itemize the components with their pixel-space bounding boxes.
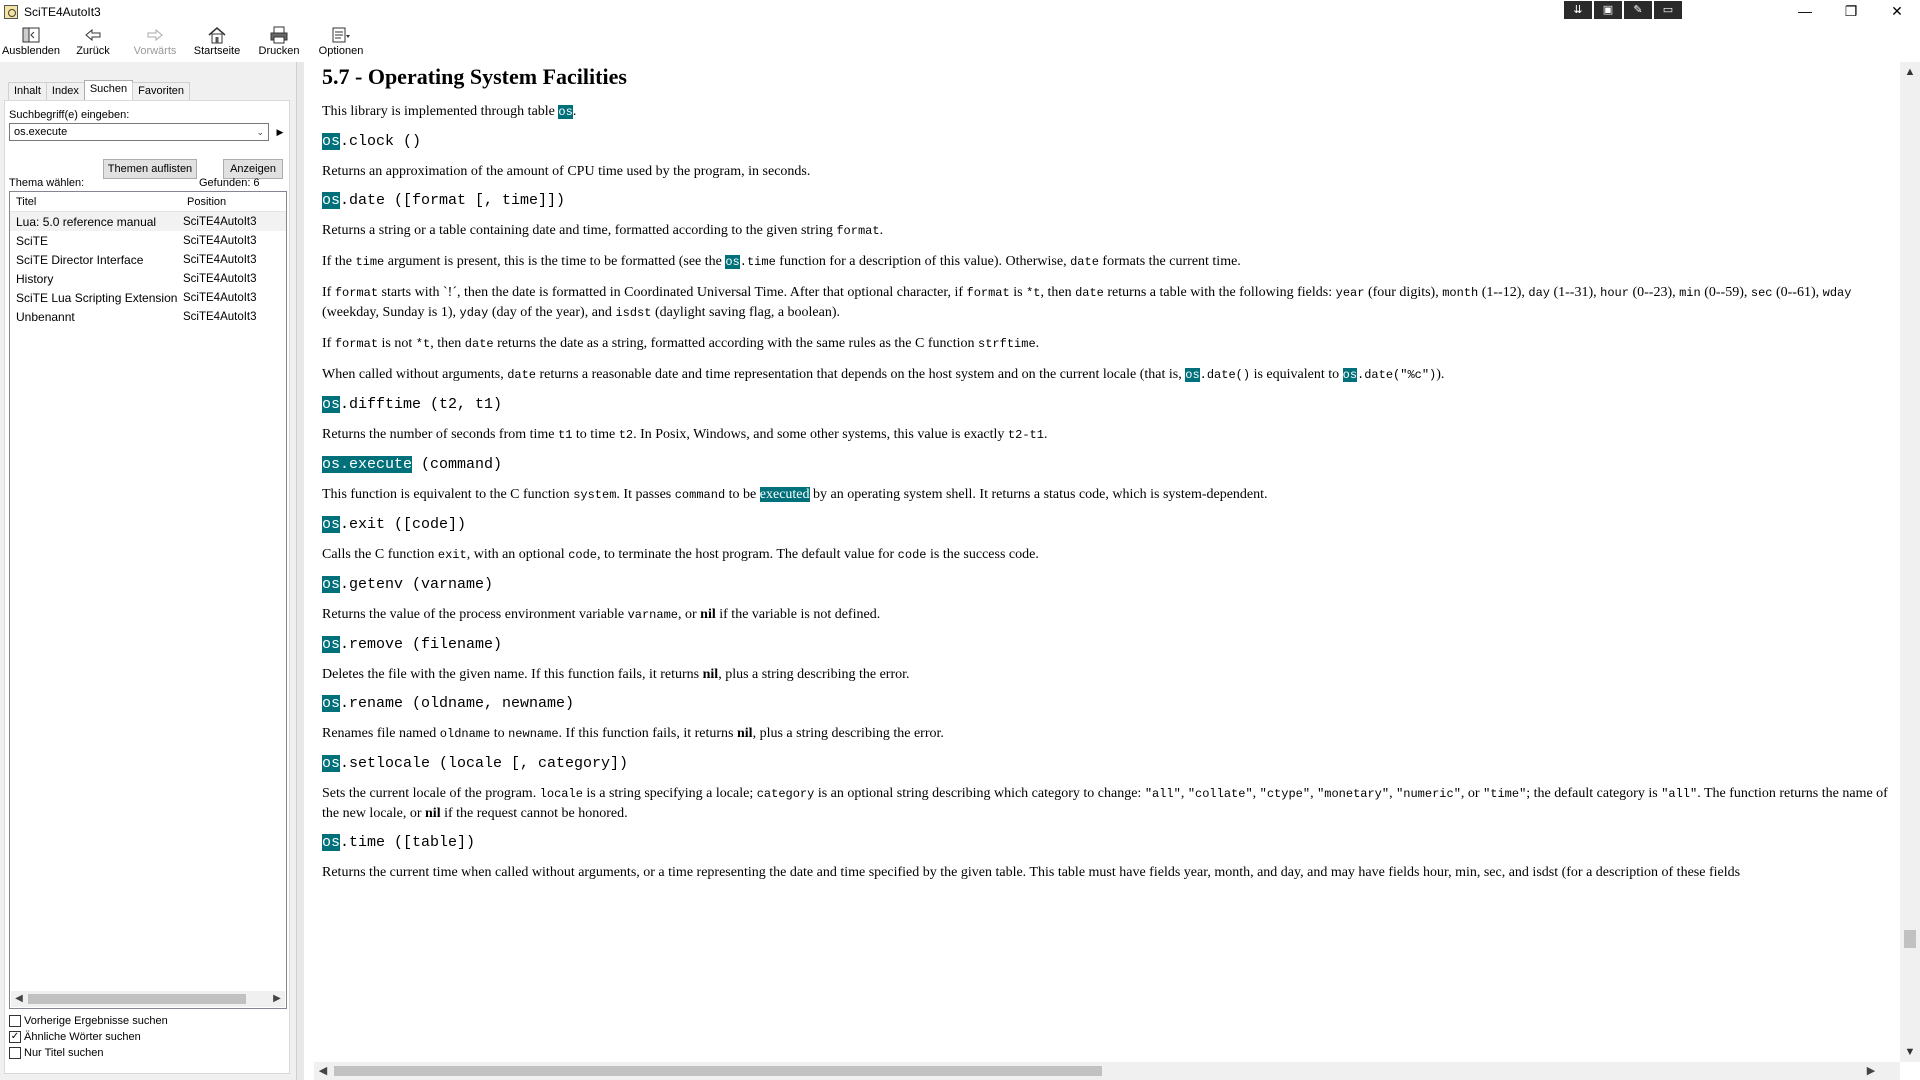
title-bar [0,0,1920,24]
function-signature: os.difftime (t2, t1) [322,396,503,413]
content-vscrollbar[interactable] [1900,62,1920,1062]
list-item[interactable]: SciTE Lua Scripting Extension SciTE4AutoIt3 [16,290,257,305]
scroll-right-icon[interactable]: ▶ [1866,1065,1876,1077]
scroll-left-icon[interactable]: ◀ [15,993,23,1004]
pin-down-icon[interactable]: ⇊ [1564,1,1592,19]
select-topic-label: Thema wählen: [9,177,85,189]
list-item[interactable]: SciTE Director Interface SciTE4AutoIt3 [16,252,257,267]
pushpin-icon[interactable]: ✎ [1624,1,1652,19]
results-header [10,192,286,212]
back-button[interactable]: Zurück [62,24,124,62]
tab-favorites[interactable]: Favoriten [132,82,190,100]
arrow-left-icon [82,26,104,44]
navigation-pane [0,62,296,1080]
restore-button[interactable]: ❐ [1844,3,1858,19]
column-position[interactable]: Position [187,196,227,208]
column-title[interactable]: Titel [16,196,37,208]
checkbox-box[interactable] [9,1015,21,1027]
previous-results-checkbox[interactable]: Vorherige Ergebnisse suchen [9,1015,168,1027]
snap-icon[interactable]: ▭ [1654,1,1682,19]
paragraph: Deletes the file with the given name. If this function fails, it returns nil, plus a string describing the error. [322,667,910,682]
close-button[interactable]: ✕ [1891,3,1903,19]
list-item[interactable]: SciTE SciTE4AutoIt3 [16,233,257,248]
show-button[interactable]: Anzeigen [223,159,283,179]
function-signature: os.execute (command) [322,456,503,473]
function-signature: os.exit ([code]) [322,516,467,533]
options-button[interactable]: Optionen [310,24,372,62]
function-signature: os.remove (filename) [322,636,503,653]
help-content [314,62,1900,1062]
home-icon [206,26,228,44]
paragraph: Sets the current locale of the program. locale is a string specifying a locale; category is an optional string describing which category to change: "all", "collate", "ctype", "monetary", "numeric", or "time"; the default category is "all". The function returns the name of the new locale, or nil if the request cannot be honored. [322,786,1888,821]
scroll-left-icon[interactable]: ◀ [318,1065,328,1077]
paragraph: When called without arguments, date returns a reasonable date and time representation that depends on the host system and on the current locale (that is, os.date() is equivalent to os.date("%c")). [322,367,1445,382]
paragraph: Returns the number of seconds from time t1 to time t2. In Posix, Windows, and some other systems, this value is exactly t2-t1. [322,427,1048,442]
pane-splitter[interactable] [296,62,304,1080]
checkbox-box[interactable] [9,1047,21,1059]
page-title: 5.7 - Operating System Facilities [322,64,627,89]
title-extra-buttons [1564,1,1682,19]
search-tab-panel [4,100,290,1074]
nav-tabs [8,80,189,100]
tab-index[interactable]: Index [46,82,85,100]
tab-contents[interactable]: Inhalt [8,82,47,100]
search-go-icon[interactable]: ▶ [276,127,284,137]
scroll-right-icon[interactable]: ▶ [273,993,281,1004]
hide-button[interactable]: Ausblenden [0,24,62,62]
hide-pane-icon [20,26,42,44]
window-list-icon[interactable]: ▣ [1594,1,1622,19]
print-button[interactable]: Drucken [248,24,310,62]
function-signature: os.rename (oldname, newname) [322,695,575,712]
window-title: SciTE4AutoIt3 [24,5,101,19]
paragraph: Returns an approximation of the amount of CPU time used by the program, in seconds. [322,164,811,179]
function-signature: os.getenv (varname) [322,576,494,593]
paragraph: If format starts with `!´, then the date is formatted in Coordinated Universal Time. After that optional character, if format is *t, then date returns a table with the following fields: year (four digits), month (1--12), day (1--31), hour (0--23), min (0--59), sec (0--61), wday (weekday, Sunday is 1), yday (day of the year), and isdst (daylight saving flag, a boolean). [322,285,1852,320]
home-button[interactable]: Startseite [186,24,248,62]
list-item[interactable]: Lua: 5.0 reference manual SciTE4AutoIt3 [10,212,286,231]
list-item[interactable]: Unbenannt SciTE4AutoIt3 [16,309,257,324]
paragraph: Returns the current time when called without arguments, or a time representing the date and time specified by the given table. This table must have fields year, month, and day, and may have fields hour, min, sec, and isdst (for a description of these fields [322,865,1741,880]
results-list [9,191,287,1009]
function-signature: os.date ([format [, time]]) [322,192,566,209]
arrow-right-icon [144,26,166,44]
paragraph: This function is equivalent to the C function system. It passes command to be executed by an operating system shell. It returns a status code, which is system-dependent. [322,487,1268,502]
search-input-value: os.execute [14,126,68,138]
tab-search[interactable]: Suchen [84,80,133,100]
function-signature: os.setlocale (locale [, category]) [322,755,629,772]
printer-icon [268,26,290,44]
results-hscrollbar[interactable] [11,991,285,1007]
scroll-up-icon[interactable]: ▲ [1904,66,1916,78]
titles-only-checkbox[interactable]: Nur Titel suchen [9,1047,103,1059]
checkbox-box[interactable]: ✓ [10,1031,20,1042]
chevron-down-icon[interactable]: ⌄ [256,126,264,137]
forward-button[interactable]: Vorwärts [124,24,186,62]
search-input[interactable] [9,123,269,141]
found-count: Gefunden: 6 [199,177,260,189]
paragraph: This library is implemented through table os. [322,104,577,119]
toolbar [0,24,1920,62]
app-icon [4,5,18,19]
paragraph: Renames file named oldname to newname. If this function fails, it returns nil, plus a string describing the error. [322,726,944,741]
list-topics-button[interactable]: Themen auflisten [103,159,197,179]
paragraph: Calls the C function exit, with an optional code, to terminate the host program. The default value for code is the success code. [322,547,1039,562]
paragraph: If the time argument is present, this is the time to be formatted (see the os.time function for a description of this value). Otherwise, date formats the current time. [322,254,1241,269]
paragraph: Returns a string or a table containing date and time, formatted according to the given string format. [322,223,884,238]
window-controls [1782,0,1920,24]
scroll-down-icon[interactable]: ▼ [1904,1046,1916,1058]
options-icon [330,26,352,44]
scrollbar-thumb[interactable] [334,1066,1102,1076]
content-hscrollbar[interactable] [314,1062,1900,1080]
list-item[interactable]: History SciTE4AutoIt3 [16,271,257,286]
paragraph: If format is not *t, then date returns the date as a string, formatted according with the same rules as the C function strftime. [322,336,1040,351]
scrollbar-thumb[interactable] [28,994,246,1004]
similar-words-checkbox[interactable]: ✓ Ähnliche Wörter suchen [10,1031,141,1043]
minimize-button[interactable]: — [1798,3,1812,19]
function-signature: os.time ([table]) [322,834,476,851]
function-signature: os.clock () [322,133,422,150]
search-label: Suchbegriff(e) eingeben: [9,109,130,121]
paragraph: Returns the value of the process environment variable varname, or nil if the variable is not defined. [322,607,881,622]
scrollbar-thumb[interactable] [1904,930,1916,948]
